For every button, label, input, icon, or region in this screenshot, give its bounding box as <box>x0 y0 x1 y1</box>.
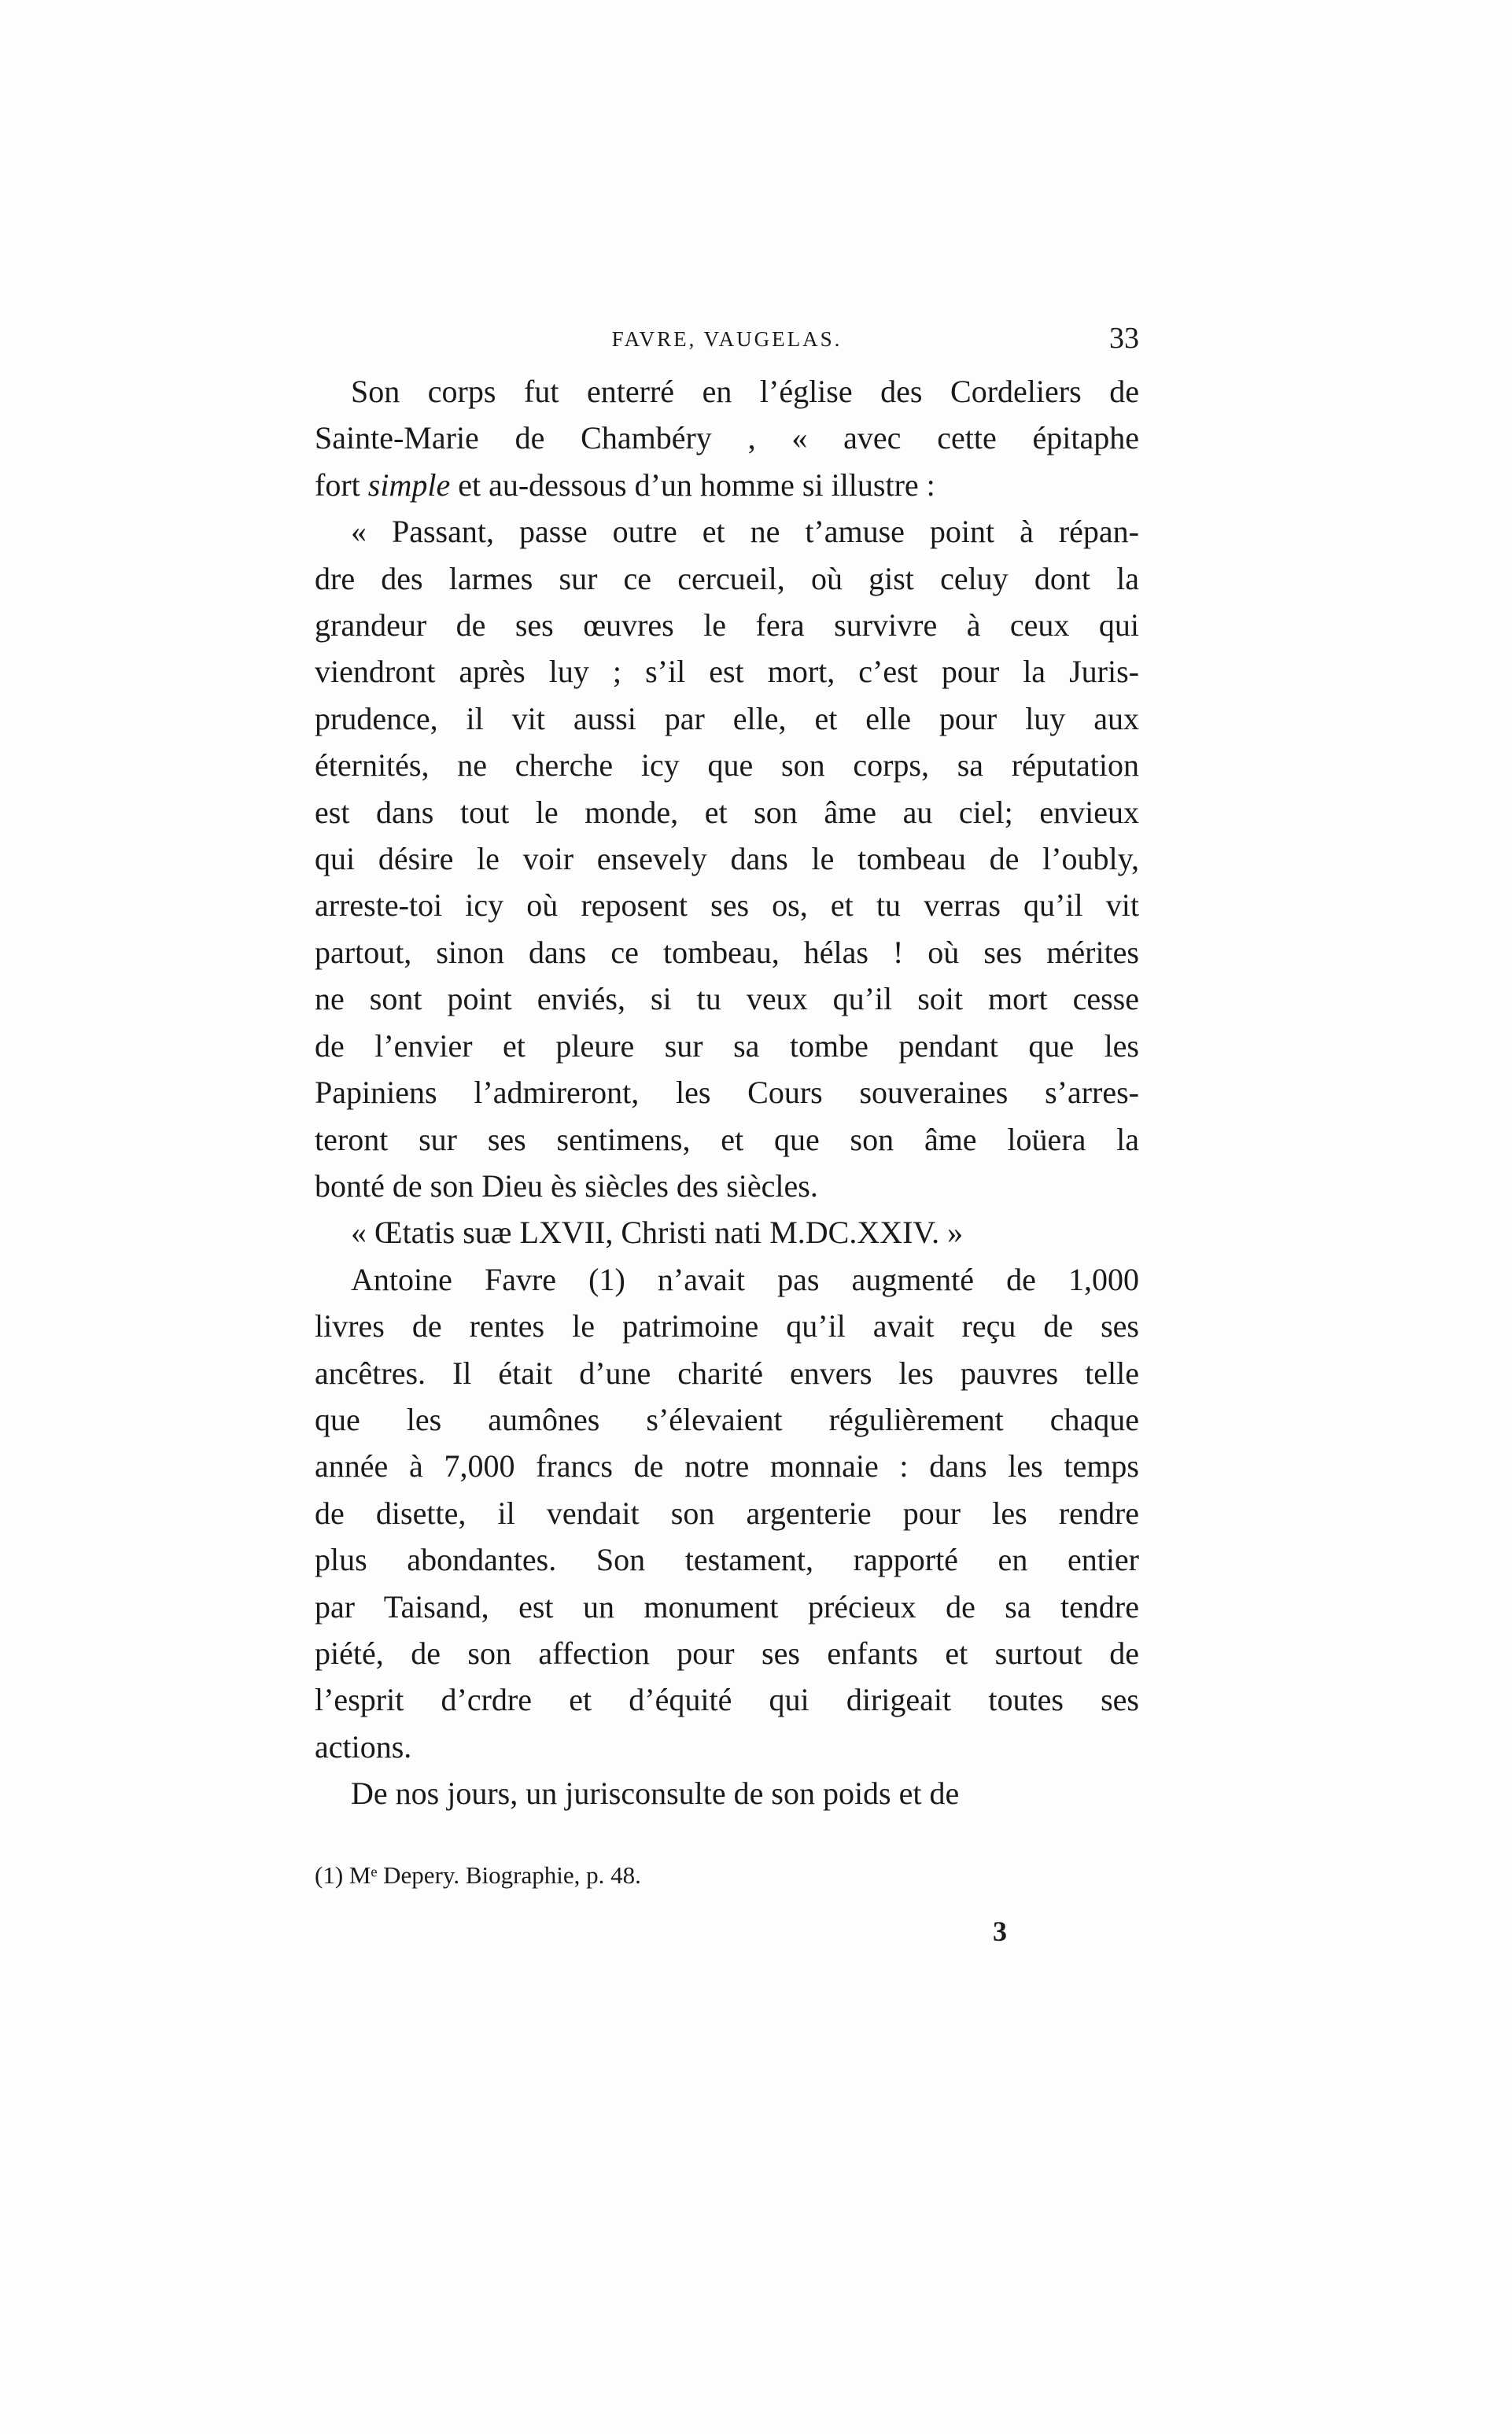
paragraph <box>315 1209 1139 1256</box>
page-header <box>315 315 1139 362</box>
text-line: Sainte-Marie de Chambéry , « avec cette épitaphe <box>315 420 1139 456</box>
text-line: de l’envier et pleure sur sa tombe pendant que les <box>315 1027 1139 1064</box>
text-line: partout, sinon dans ce tombeau, hélas ! où ses mérites <box>315 934 1139 970</box>
footnote: (1) Mᵉ Depery. Biographie, p. 48. <box>315 1861 641 1889</box>
text-line: ne sont point enviés, si tu veux qu’il soit mort cesse <box>315 981 1139 1017</box>
page <box>315 315 1139 1817</box>
text-line: l’esprit d’crdre et d’équité qui dirigeait toutes ses <box>315 1682 1139 1718</box>
text-line: grandeur de ses œuvres le fera survivre à ceux qui <box>315 607 1139 644</box>
text-line: « Œtatis suæ LXVII, Christi nati M.DC.XXIV. » <box>351 1215 964 1251</box>
text-line: Son corps fut enterré en l’église des Cordeliers de <box>351 374 1139 409</box>
text-segment: et au-dessous d’un homme si illustre : <box>450 467 935 503</box>
text-line: plus abondantes. Son testament, rapporté en entier <box>315 1542 1139 1578</box>
text-line: année à 7,000 francs de notre monnaie : dans les temps <box>315 1448 1139 1484</box>
italic-word: simple <box>367 467 451 503</box>
text-line: ancêtres. Il était d’une charité envers les pauvres telle <box>315 1355 1139 1391</box>
text-line: actions. <box>315 1728 412 1765</box>
text-line: arreste-toi icy où reposent ses os, et tu verras qu’il vit <box>315 887 1139 924</box>
text-line: Antoine Favre (1) n’avait pas augmenté de 1,000 <box>351 1261 1139 1297</box>
text-line: prudence, il vit aussi par elle, et elle pour luy aux <box>315 700 1139 736</box>
text-line: viendront après luy ; s’il est mort, c’est pour la Juris- <box>315 654 1139 690</box>
text-line: éternités, ne cherche icy que son corps, sa réputation <box>315 747 1139 784</box>
signature-mark: 3 <box>993 1916 1007 1947</box>
running-head: FAVRE, VAUGELAS. <box>611 327 843 351</box>
body-text <box>315 368 1139 1817</box>
text-line <box>315 462 1139 508</box>
text-segment: fort <box>315 467 368 503</box>
text-line: par Taisand, est un monument précieux de sa tendre <box>315 1588 1139 1625</box>
paragraph <box>315 1770 1139 1816</box>
text-line: livres de rentes le patrimoine qu’il avait reçu de ses <box>315 1308 1139 1344</box>
text-line: que les aumônes s’élevaient régulièrement chaque <box>315 1401 1139 1437</box>
text-line: qui désire le voir ensevely dans le tombeau de l’oubly, <box>315 841 1139 877</box>
text-line: bonté de son Dieu ès siècles des siècles. <box>315 1167 818 1204</box>
paragraph <box>315 368 1139 508</box>
text-line: piété, de son affection pour ses enfants et surtout de <box>315 1635 1139 1671</box>
text-line: Papiniens l’admireront, les Cours souveraines s’arres- <box>315 1075 1139 1111</box>
paragraph <box>315 1256 1139 1770</box>
page-number: 33 <box>1109 322 1139 355</box>
text-line: dre des larmes sur ce cercueil, où gist celuy dont la <box>315 560 1139 596</box>
text-line: teront sur ses sentimens, et que son âme loüera la <box>315 1121 1139 1157</box>
text-line: De nos jours, un jurisconsulte de son poids et de <box>351 1776 960 1812</box>
text-line: « Passant, passe outre et ne t’amuse point à répan- <box>351 514 1139 550</box>
text-line: est dans tout le monde, et son âme au ciel; envieux <box>315 794 1139 830</box>
paragraph <box>315 508 1139 1209</box>
text-line: de disette, il vendait son argenterie pour les rendre <box>315 1495 1139 1531</box>
